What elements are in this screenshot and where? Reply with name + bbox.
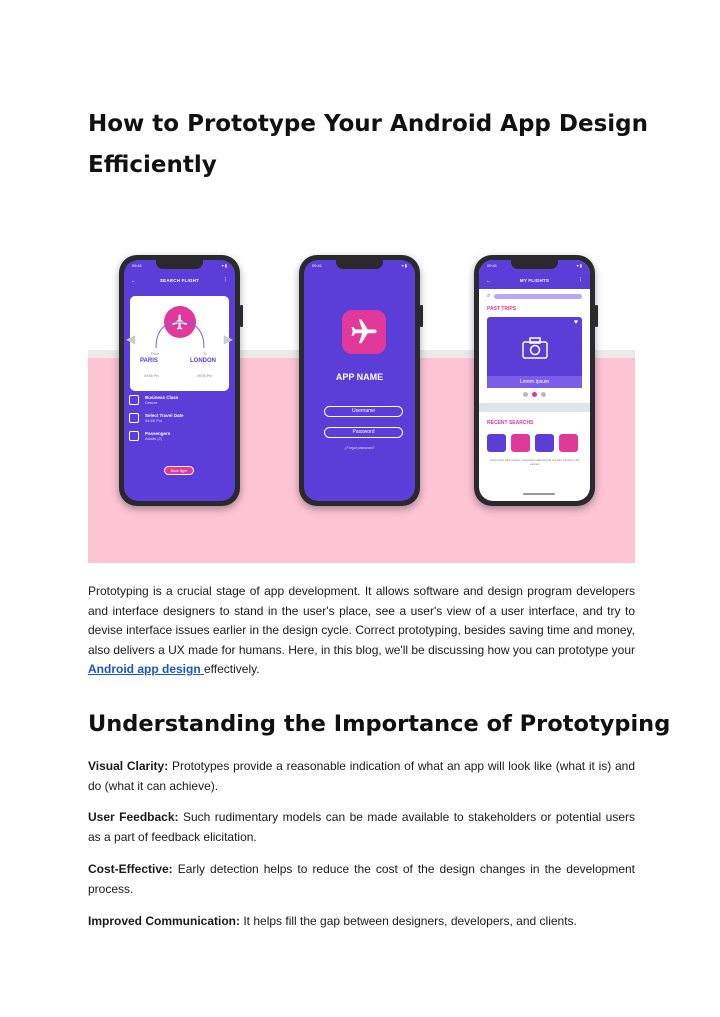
to-city: LONDON	[190, 358, 216, 364]
search-input[interactable]	[494, 294, 582, 299]
page-title: How to Prototype Your Android App Design Efficiently	[88, 111, 649, 178]
option-row-class[interactable]	[129, 395, 229, 405]
right-chevron-icon[interactable]: ▶	[223, 332, 233, 346]
username-field[interactable]: Username	[324, 406, 403, 417]
past-trips-heading: PAST TRIPS	[487, 306, 517, 312]
recent-search-camera-icon[interactable]	[487, 434, 506, 452]
flight-arc	[142, 320, 218, 350]
divider	[479, 403, 590, 412]
item-label: Improved Communication:	[88, 914, 241, 928]
signal-icon: ▾ ▮	[576, 263, 582, 268]
trip-card-caption: Lorem Ipsum	[487, 376, 582, 388]
option-title: Select Travel Date	[145, 413, 184, 418]
search-options	[129, 395, 229, 449]
back-arrow-icon[interactable]: ←	[486, 277, 491, 283]
app-logo-icon	[342, 310, 386, 354]
bullet-visual-clarity	[88, 757, 635, 796]
app-bar	[479, 271, 590, 289]
signal-icon: ▾ ▮	[401, 263, 407, 268]
trip-card[interactable]	[487, 317, 582, 388]
password-field[interactable]: Password	[324, 427, 403, 438]
item-label: User Feedback:	[88, 810, 179, 824]
phone-notch	[511, 260, 558, 269]
search-icon: ⌕	[487, 292, 491, 299]
option-sub: Adults (2)	[145, 436, 163, 441]
phone-login	[299, 255, 420, 506]
recent-search-camera-icon[interactable]	[535, 434, 554, 452]
more-vert-icon[interactable]: ⋮	[578, 277, 583, 282]
hero-image	[88, 222, 635, 563]
item-text: Prototypes provide a reasonable indication of what an app will look like (what it is) and do (what it can achieve).	[88, 759, 635, 793]
recent-searches-heading: RECENT SEARCHS	[487, 420, 534, 426]
option-title: Passengers	[145, 431, 171, 436]
app-name: APP NAME	[335, 372, 384, 382]
seat-icon	[129, 395, 139, 405]
item-label: Visual Clarity:	[88, 759, 169, 773]
people-icon	[129, 431, 139, 441]
status-time: 09:41	[132, 263, 143, 268]
book-flight-button[interactable]: Book flight	[164, 466, 194, 475]
android-app-design-link[interactable]: Android app design	[88, 662, 204, 676]
phone-screen	[124, 260, 235, 501]
recent-search-camera-icon[interactable]	[511, 434, 530, 452]
bullet-cost-effective	[88, 860, 635, 899]
signal-icon: ▾ ▮	[221, 263, 227, 268]
carousel-dots[interactable]	[523, 392, 546, 397]
forgot-password-link[interactable]: ¿Forgot password?	[344, 446, 375, 450]
to-label: To	[203, 352, 207, 356]
option-sub: Deluxe	[145, 400, 158, 405]
route-card	[126, 296, 233, 391]
phone-side-button	[595, 305, 598, 327]
item-label: Cost-Effective:	[88, 862, 173, 876]
bullet-improved-communication	[88, 912, 635, 932]
header-area	[479, 260, 590, 289]
phone-screen	[304, 260, 415, 501]
option-title: Business Class	[145, 395, 179, 400]
phone-my-flights	[474, 255, 595, 506]
bullet-user-feedback	[88, 808, 635, 847]
phone-screen	[479, 260, 590, 501]
phone-notch	[336, 260, 383, 269]
intro-text-end: effectively.	[204, 662, 260, 676]
section-heading: Understanding the Importance of Prototyping	[88, 711, 671, 737]
recent-searches-list	[487, 434, 578, 452]
search-bar[interactable]	[487, 293, 582, 299]
intro-paragraph	[88, 582, 635, 680]
option-row-passengers[interactable]	[129, 431, 229, 441]
back-arrow-icon[interactable]: ←	[131, 277, 136, 283]
from-time: 09:55 Pm	[144, 374, 159, 378]
phone-side-button	[420, 305, 423, 327]
from-city: PARIS	[140, 358, 158, 364]
option-sub: 04:55 Pm	[145, 418, 163, 423]
phone-search-flight	[119, 255, 240, 506]
status-time: 09:41	[487, 263, 498, 268]
app-bar-title: MY FLIGHTS	[519, 277, 550, 283]
more-vert-icon[interactable]: ⋮	[223, 277, 228, 282]
lorem-text: Lorem ipsum dolor sit amet, consectetuer adipiscing elit sed diam nonummy nibh euismod	[489, 459, 580, 466]
to-time: 09:55 Pm	[197, 374, 212, 378]
heart-icon[interactable]: ♥	[573, 319, 578, 326]
phone-side-button	[240, 305, 243, 327]
home-indicator[interactable]	[523, 493, 555, 495]
phone-notch	[156, 260, 203, 269]
app-bar-title: SEARCH FLIGHT	[159, 277, 200, 283]
left-chevron-icon[interactable]: ◀	[126, 332, 136, 346]
option-row-date[interactable]	[129, 413, 229, 423]
item-text: Early detection helps to reduce the cost of the design changes in the development process.	[88, 862, 635, 896]
item-text: It helps fill the gap between designers, developers, and clients.	[240, 914, 577, 928]
intro-text: Prototyping is a crucial stage of app development. It allows software and design program developers and interface designers to stand in the user's place, see a user's view of a user interface, and try to devise interface issues earlier in the design cycle. Correct prototyping, besides saving time and money, also delivers a UX made for humans. Here, in this blog, we'll be discussing how you can prototype your	[88, 584, 635, 657]
item-text: Such rudimentary models can be made available to stakeholders or potential users as a part of feedback elicitation.	[88, 810, 635, 844]
app-bar	[124, 271, 235, 289]
calendar-icon	[129, 413, 139, 423]
recent-search-camera-icon[interactable]	[559, 434, 578, 452]
status-time: 09:41	[312, 263, 323, 268]
from-label: From	[151, 352, 160, 356]
camera-icon	[522, 337, 548, 359]
